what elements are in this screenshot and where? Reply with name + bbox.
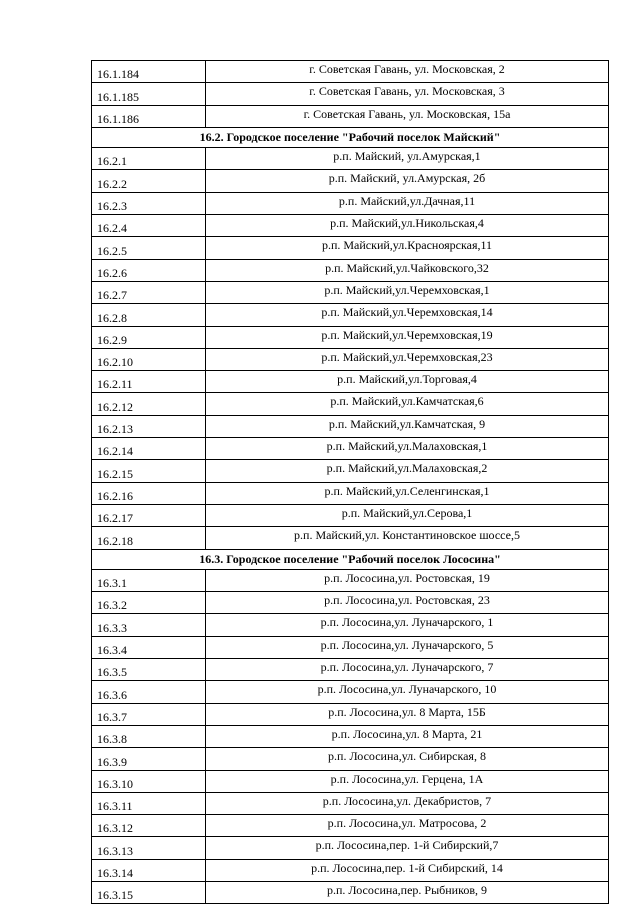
table-row (92, 170, 609, 192)
row-number: 16.3.13 (92, 837, 206, 859)
table-row (92, 326, 609, 348)
row-number: 16.2.14 (92, 438, 206, 460)
row-address: р.п. Майский,ул. Константиновское шоссе,5 (206, 527, 609, 549)
row-number: 16.2.2 (92, 170, 206, 192)
row-address: р.п. Лососина,ул. Луначарского, 1 (206, 614, 609, 636)
row-number: 16.2.12 (92, 393, 206, 415)
row-number: 16.3.14 (92, 859, 206, 881)
table-row (92, 837, 609, 859)
section-title: 16.2. Городское поселение "Рабочий поселок Майский" (92, 127, 609, 147)
row-address: р.п. Майский,ул.Малаховская,2 (206, 460, 609, 482)
table-row (92, 681, 609, 703)
row-number: 16.3.3 (92, 614, 206, 636)
row-number: 16.2.10 (92, 348, 206, 370)
table-row (92, 259, 609, 281)
row-number: 16.2.18 (92, 527, 206, 549)
table-row (92, 61, 609, 83)
row-address: р.п. Майский, ул.Амурская, 2б (206, 170, 609, 192)
row-number: 16.1.186 (92, 105, 206, 127)
row-address: р.п. Лососина,ул. Ростовская, 23 (206, 592, 609, 614)
row-number: 16.2.5 (92, 237, 206, 259)
table-row (92, 215, 609, 237)
row-number: 16.2.9 (92, 326, 206, 348)
row-address: р.п. Майский,ул.Черемховская,1 (206, 281, 609, 303)
section-header-row (92, 549, 609, 569)
row-address: р.п. Майский,ул.Торговая,4 (206, 371, 609, 393)
row-address: р.п. Лососина,ул. 8 Марта, 21 (206, 725, 609, 747)
row-address: р.п. Майский,ул.Камчатская, 9 (206, 415, 609, 437)
row-number: 16.2.6 (92, 259, 206, 281)
table-row (92, 748, 609, 770)
row-address: р.п. Майский,ул.Камчатская,6 (206, 393, 609, 415)
row-address: р.п. Майский,ул.Красноярская,11 (206, 237, 609, 259)
row-address: р.п. Лососина,ул. Луначарского, 5 (206, 636, 609, 658)
row-number: 16.2.8 (92, 304, 206, 326)
row-address: р.п. Майский,ул.Чайковского,32 (206, 259, 609, 281)
row-number: 16.1.184 (92, 61, 206, 83)
row-address: р.п. Майский,ул.Никольская,4 (206, 215, 609, 237)
table-row (92, 527, 609, 549)
row-address: р.п. Майский,ул.Дачная,11 (206, 192, 609, 214)
table-row (92, 348, 609, 370)
row-address: р.п. Лососина,ул. Матросова, 2 (206, 815, 609, 837)
table-row (92, 237, 609, 259)
row-address: р.п. Лососина,ул. Ростовская, 19 (206, 569, 609, 591)
row-address: р.п. Лососина,ул. Герцена, 1А (206, 770, 609, 792)
row-address: р.п. Лососина,ул. Луначарского, 10 (206, 681, 609, 703)
row-number: 16.3.15 (92, 881, 206, 903)
row-address: г. Советская Гавань, ул. Московская, 3 (206, 83, 609, 105)
row-number: 16.3.9 (92, 748, 206, 770)
table-row (92, 482, 609, 504)
row-number: 16.2.4 (92, 215, 206, 237)
table-row (92, 881, 609, 903)
table-row (92, 504, 609, 526)
table-row (92, 460, 609, 482)
table-row (92, 148, 609, 170)
section-header-row (92, 127, 609, 147)
table-row (92, 415, 609, 437)
row-number: 16.2.1 (92, 148, 206, 170)
row-address: р.п. Майский,ул.Черемховская,19 (206, 326, 609, 348)
address-table (91, 60, 609, 904)
row-number: 16.3.2 (92, 592, 206, 614)
row-number: 16.1.185 (92, 83, 206, 105)
row-number: 16.2.15 (92, 460, 206, 482)
table-row (92, 393, 609, 415)
table-row (92, 371, 609, 393)
address-table-body (92, 61, 609, 904)
row-address: р.п. Майский,ул.Серова,1 (206, 504, 609, 526)
row-number: 16.3.8 (92, 725, 206, 747)
row-address: г. Советская Гавань, ул. Московская, 2 (206, 61, 609, 83)
table-row (92, 569, 609, 591)
row-address: р.п. Лососина,пер. 1-й Сибирский, 14 (206, 859, 609, 881)
row-number: 16.2.16 (92, 482, 206, 504)
table-row (92, 859, 609, 881)
row-number: 16.3.11 (92, 792, 206, 814)
table-row (92, 83, 609, 105)
row-number: 16.3.7 (92, 703, 206, 725)
table-row (92, 703, 609, 725)
row-number: 16.3.4 (92, 636, 206, 658)
row-address: р.п. Лососина,ул. Луначарского, 7 (206, 659, 609, 681)
row-address: р.п. Лососина,пер. Рыбников, 9 (206, 881, 609, 903)
document-page (91, 60, 608, 904)
row-address: г. Советская Гавань, ул. Московская, 15а (206, 105, 609, 127)
row-address: р.п. Майский,ул.Селенгинская,1 (206, 482, 609, 504)
row-address: р.п. Лососина,пер. 1-й Сибирский,7 (206, 837, 609, 859)
section-title: 16.3. Городское поселение "Рабочий поселок Лососина" (92, 549, 609, 569)
row-number: 16.3.1 (92, 569, 206, 591)
table-row (92, 192, 609, 214)
row-number: 16.2.3 (92, 192, 206, 214)
row-address: р.п. Майский, ул.Амурская,1 (206, 148, 609, 170)
row-number: 16.3.6 (92, 681, 206, 703)
table-row (92, 614, 609, 636)
table-row (92, 770, 609, 792)
row-number: 16.3.10 (92, 770, 206, 792)
row-address: р.п. Майский,ул.Черемховская,14 (206, 304, 609, 326)
row-address: р.п. Лососина,ул. 8 Марта, 15Б (206, 703, 609, 725)
row-number: 16.3.12 (92, 815, 206, 837)
table-row (92, 725, 609, 747)
row-address: р.п. Майский,ул.Черемховская,23 (206, 348, 609, 370)
table-row (92, 304, 609, 326)
row-number: 16.2.11 (92, 371, 206, 393)
table-row (92, 659, 609, 681)
table-row (92, 105, 609, 127)
table-row (92, 792, 609, 814)
table-row (92, 815, 609, 837)
row-address: р.п. Лососина,ул. Сибирская, 8 (206, 748, 609, 770)
row-address: р.п. Лососина,ул. Декабристов, 7 (206, 792, 609, 814)
row-address: р.п. Майский,ул.Малаховская,1 (206, 438, 609, 460)
table-row (92, 592, 609, 614)
table-row (92, 636, 609, 658)
row-number: 16.2.13 (92, 415, 206, 437)
row-number: 16.2.17 (92, 504, 206, 526)
row-number: 16.3.5 (92, 659, 206, 681)
row-number: 16.2.7 (92, 281, 206, 303)
table-row (92, 281, 609, 303)
table-row (92, 438, 609, 460)
